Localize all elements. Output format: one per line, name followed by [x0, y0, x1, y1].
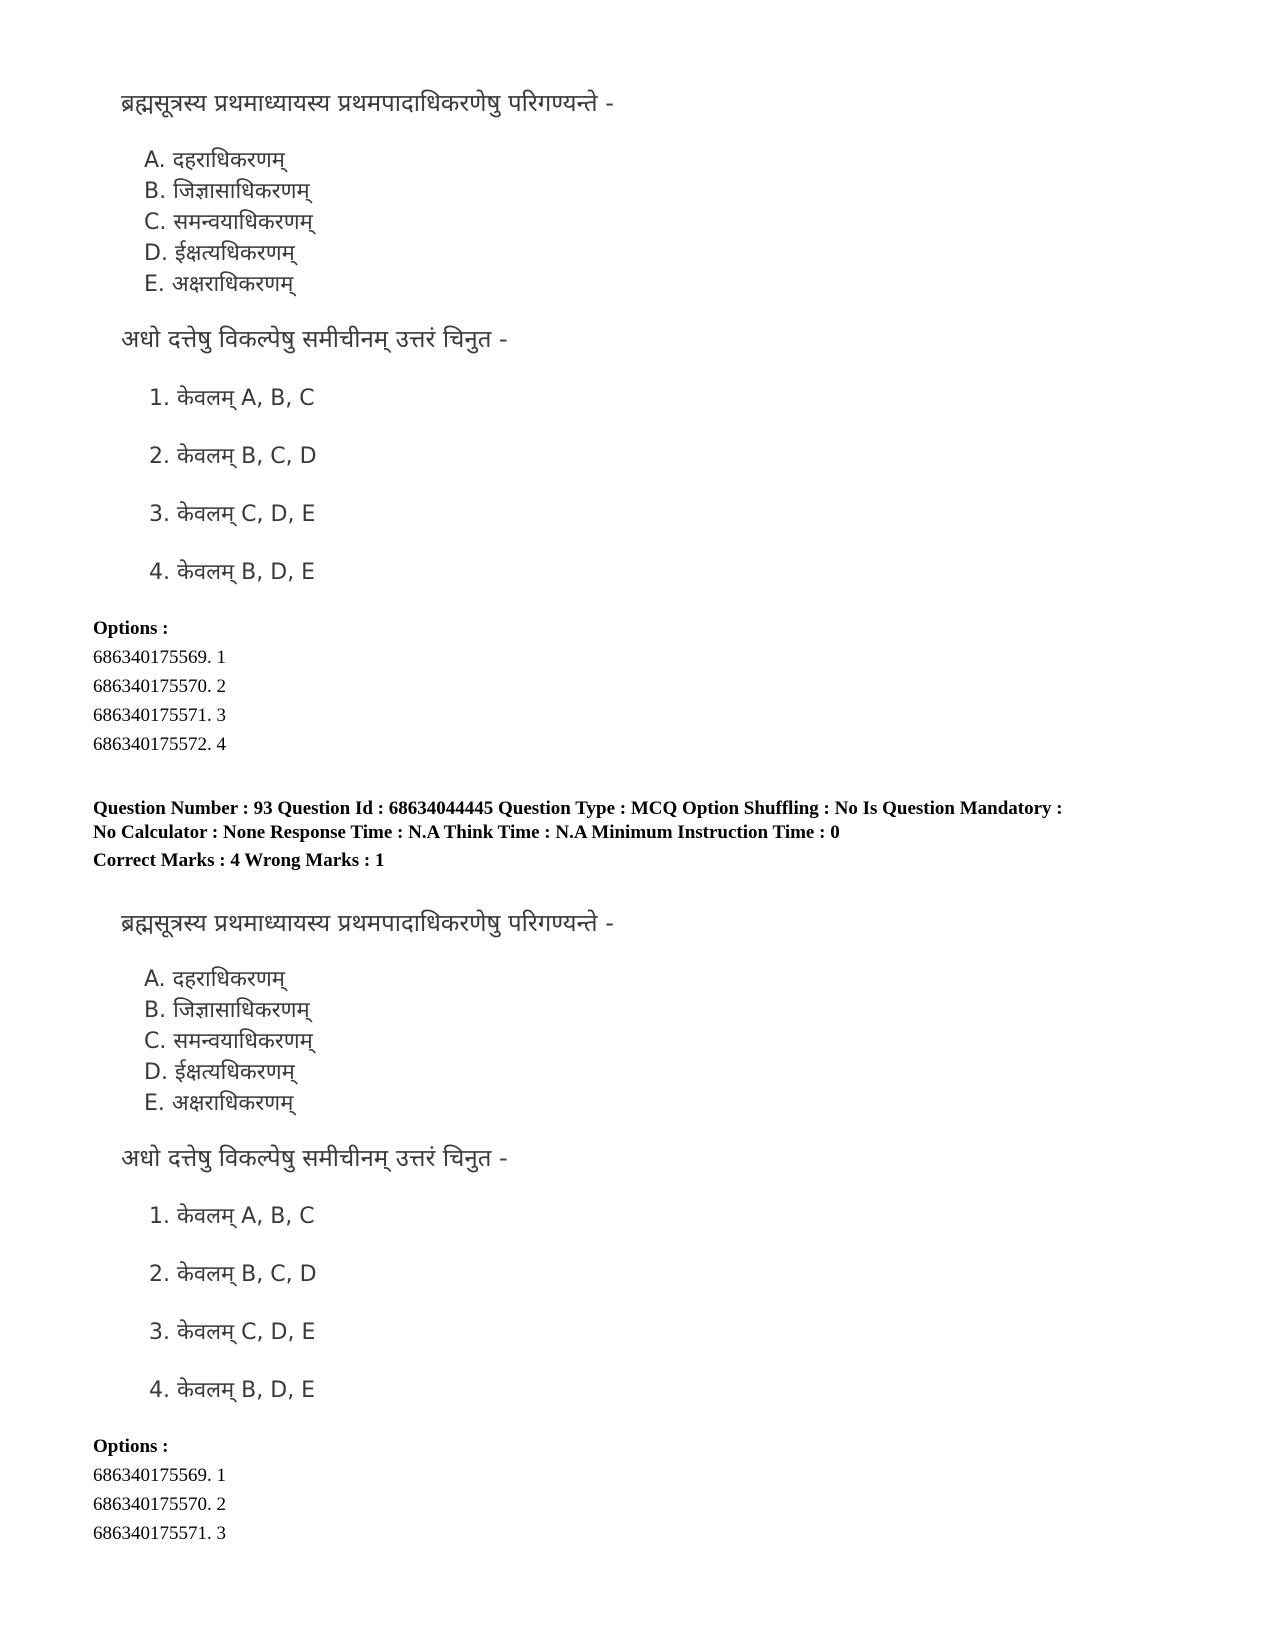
statement-a: A. दहराधिकरणम् [144, 148, 285, 173]
question-meta [93, 797, 1213, 845]
statement-c: C. समन्वयाधिकरणम् [144, 1029, 313, 1054]
question-meta-line-2: No Calculator : None Response Time : N.A Think Time : N.A Minimum Instruction Time : 0 [93, 822, 840, 843]
options-label: Options : [93, 1436, 169, 1457]
statement-b: B. जिज्ञासाधिकरणम् [144, 998, 310, 1023]
choice-2: 2. केवलम् B, C, D [149, 1262, 317, 1287]
statement-d: D. ईक्षत्यधिकरणम् [144, 1060, 295, 1085]
statement-a: A. दहराधिकरणम् [144, 967, 285, 992]
question-meta-line-1: Question Number : 93 Question Id : 68634044445 Question Type : MCQ Option Shuffling : No Is Question Mandatory : [93, 798, 1063, 819]
question-stem: ब्रह्मसूत्रस्य प्रथमाध्यायस्य प्रथमपादाधिकरणेषु परिगण्यन्ते - [121, 89, 614, 117]
question-instruction: अधो दत्तेषु विकल्पेषु समीचीनम् उत्तरं चिनुत - [121, 325, 508, 353]
option-row: 686340175572. 4 [93, 734, 226, 755]
question-marks: Correct Marks : 4 Wrong Marks : 1 [93, 850, 385, 871]
statement-e: E. अक्षराधिकरणम् [144, 1091, 294, 1116]
statement-c: C. समन्वयाधिकरणम् [144, 210, 313, 235]
choice-1: 1. केवलम् A, B, C [149, 1204, 315, 1229]
choice-4: 4. केवलम् B, D, E [149, 1378, 316, 1403]
option-row: 686340175571. 3 [93, 1523, 226, 1544]
option-row: 686340175569. 1 [93, 1465, 226, 1486]
choice-3: 3. केवलम् C, D, E [149, 502, 316, 527]
choice-1: 1. केवलम् A, B, C [149, 386, 315, 411]
statement-e: E. अक्षराधिकरणम् [144, 272, 294, 297]
choice-2: 2. केवलम् B, C, D [149, 444, 317, 469]
option-row: 686340175570. 2 [93, 676, 226, 697]
choice-4: 4. केवलम् B, D, E [149, 560, 316, 585]
question-instruction: अधो दत्तेषु विकल्पेषु समीचीनम् उत्तरं चिनुत - [121, 1144, 508, 1172]
statement-d: D. ईक्षत्यधिकरणम् [144, 241, 295, 266]
choice-3: 3. केवलम् C, D, E [149, 1320, 316, 1345]
statement-b: B. जिज्ञासाधिकरणम् [144, 179, 310, 204]
options-label: Options : [93, 618, 169, 639]
option-row: 686340175569. 1 [93, 647, 226, 668]
question-stem: ब्रह्मसूत्रस्य प्रथमाध्यायस्य प्रथमपादाधिकरणेषु परिगण्यन्ते - [121, 909, 614, 937]
option-row: 686340175570. 2 [93, 1494, 226, 1515]
option-row: 686340175571. 3 [93, 705, 226, 726]
